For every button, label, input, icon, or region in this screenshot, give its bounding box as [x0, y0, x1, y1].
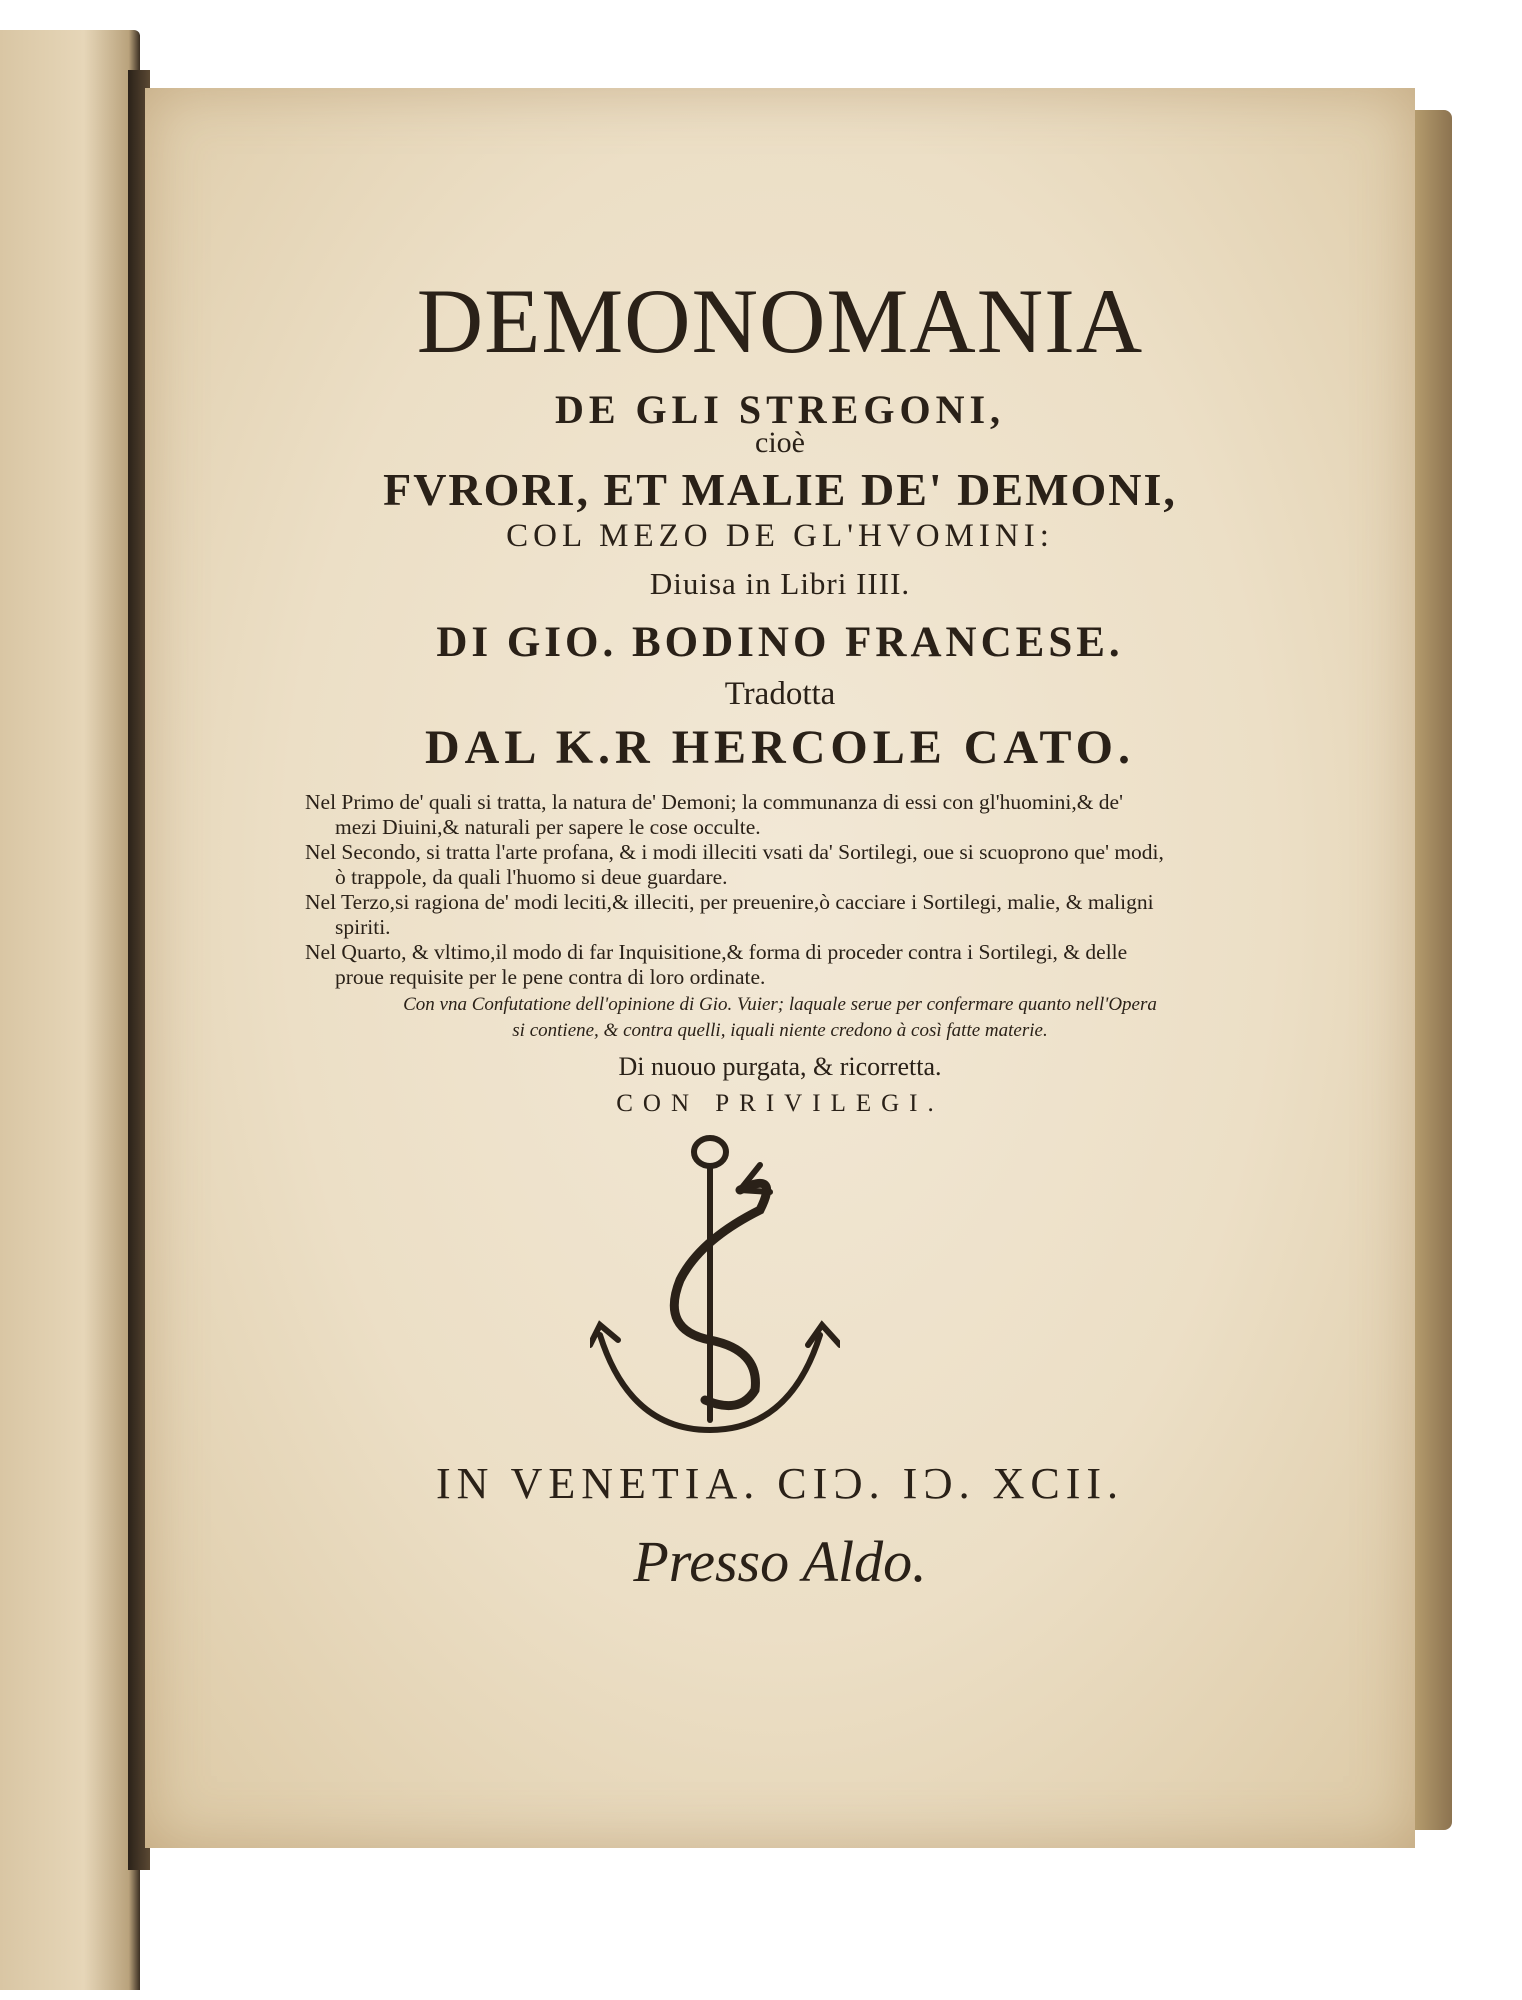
division-text: Diuisa in Libri IIII. — [649, 566, 911, 601]
book-two-summary: Nel Secondo, si tratta l'arte profana, & i modi illeciti vsati da' Sortilegi, oue si scuoprono que' modi, ò trappole, da quali l'huomo si deue guardare. — [305, 840, 1164, 889]
printer-line: Presso Aldo. — [633, 1529, 927, 1594]
title-line-4: COL MEZO DE GL'HVOMINI: — [506, 518, 1054, 554]
cioe-text: cioè — [755, 426, 805, 459]
book-three-summary: Nel Terzo,si ragiona de' modi leciti,& illeciti, per preuenire,ò cacciare i Sortilegi, malie, & maligni spiriti. — [305, 890, 1154, 939]
book-one-summary: Nel Primo de' quali si tratta, la natura de' Demoni; la communanza di essi con gl'huomini,& de' mezi Diuini,& naturali per sapere le cose occulte. — [305, 790, 1123, 839]
translated-text: Tradotta — [724, 676, 836, 712]
aldine-anchor-dolphin-icon — [590, 1130, 840, 1450]
contents-summary — [305, 790, 1165, 990]
book-subtitle: DE GLI STREGONI, — [554, 387, 1006, 432]
left-page — [0, 30, 140, 1990]
confutation-line-1: Con vna Confutatione dell'opinione di Gio. Vuier; laquale serue per confermare quanto nell'Opera — [403, 994, 1157, 1015]
book-four-summary: Nel Quarto, & vltimo,il modo di far Inquisitione,& forma di proceder contra i Sortilegi, & delle proue requisite per le pene contra di loro ordinate. — [305, 940, 1128, 989]
revised-text: Di nuouo purgata, & ricorretta. — [618, 1052, 942, 1081]
title-page — [145, 88, 1415, 1848]
book-title: DEMONOMANIA — [416, 270, 1144, 372]
author-line: DI GIO. BODINO FRANCESE. — [436, 619, 1124, 666]
imprint-line: IN VENETIA. CIƆ. IƆ. XCII. — [435, 1459, 1125, 1508]
privilege-text: CON PRIVILEGI. — [616, 1090, 944, 1117]
translator-line: DAL K.R HERCOLE CATO. — [425, 721, 1135, 774]
confutation-line-2: si contiene, & contra quelli, iquali niente credono à così fatte materie. — [512, 1020, 1048, 1041]
title-line-3: FVRORI, ET MALIE DE' DEMONI, — [383, 464, 1177, 515]
